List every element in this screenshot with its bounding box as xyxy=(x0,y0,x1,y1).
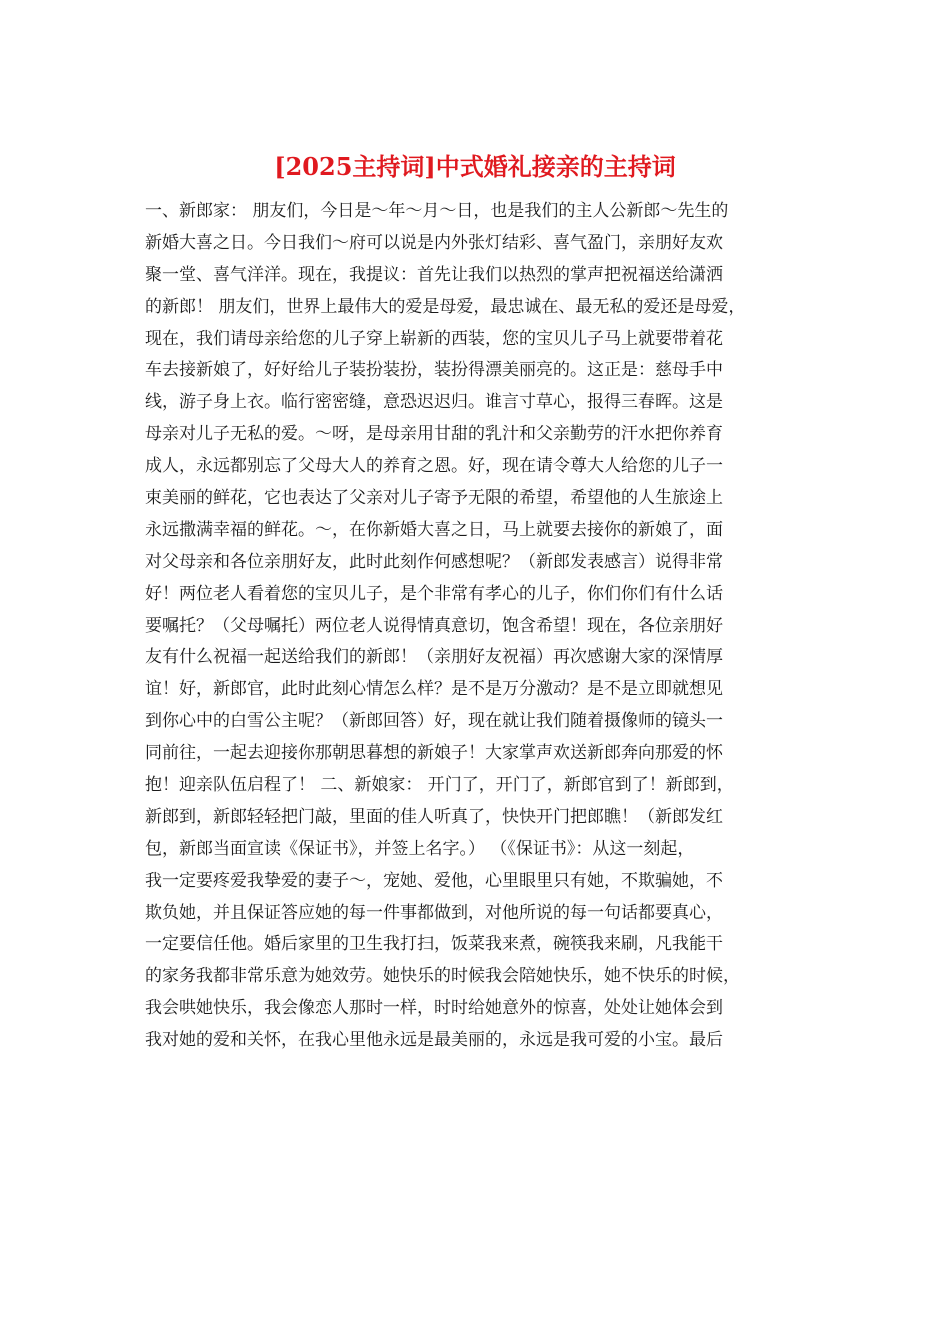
body-line: 包，新郎当面宣读《保证书》，并签上名字。） （《保证书》：从这一刻起， xyxy=(145,838,695,859)
document-title: [2025主持词]中式婚礼接亲的主持词 xyxy=(274,152,676,181)
body-line: 的新郎！ 朋友们，世界上最伟大的爱是母爱，最忠诚在、最无私的爱还是母爱， xyxy=(145,296,746,317)
body-line: 母亲对儿子无私的爱。～呀，是母亲用甘甜的乳汁和父亲勤劳的汗水把你养育 xyxy=(145,424,723,445)
body-line: 友有什么祝福一起送给我们的新郎！（亲朋好友祝福）再次感谢大家的深情厚 xyxy=(145,647,723,668)
body-line: 谊！好，新郎官，此时此刻心情怎么样？是不是万分激动？是不是立即就想见 xyxy=(145,679,723,700)
body-line: 聚一堂、喜气洋洋。现在，我提议：首先让我们以热烈的掌声把祝福送给潇洒 xyxy=(145,264,723,285)
body-line: 抱！迎亲队伍启程了！ 二、新娘家： 开门了，开门了，新郎官到了！新郎到， xyxy=(145,775,734,796)
body-line: 对父母亲和各位亲朋好友，此时此刻作何感想呢？（新郎发表感言）说得非常 xyxy=(145,551,723,572)
body-line: 新婚大喜之日。今日我们～府可以说是内外张灯结彩、喜气盈门，亲朋好友欢 xyxy=(145,232,723,253)
body-line: 到你心中的白雪公主呢？（新郎回答）好，现在就让我们随着摄像师的镜头一 xyxy=(145,711,723,732)
body-line: 我对她的爱和关怀，在我心里他永远是最美丽的，永远是我可爱的小宝。最后 xyxy=(145,1030,723,1051)
body-line: 的家务我都非常乐意为她效劳。她快乐的时候我会陪她快乐，她不快乐的时候， xyxy=(145,966,740,987)
body-line: 一定要信任他。婚后家里的卫生我打扫，饭菜我来煮，碗筷我来刷，凡我能干 xyxy=(145,934,723,955)
body-line: 一、新郎家： 朋友们，今日是～年～月～日，也是我们的主人公新郎～先生的 xyxy=(145,201,729,221)
document-body xyxy=(145,196,815,1057)
body-line: 我一定要疼爱我挚爱的妻子～，宠她、爱他，心里眼里只有她，不欺骗她，不 xyxy=(145,870,723,891)
body-line: 车去接新娘了，好好给儿子装扮装扮，装扮得漂美丽亮的。这正是：慈母手中 xyxy=(145,360,723,381)
body-line: 同前往，一起去迎接你那朝思暮想的新娘子！大家掌声欢送新郎奔向那爱的怀 xyxy=(145,743,723,764)
body-line: 我会哄她快乐，我会像恋人那时一样，时时给她意外的惊喜，处处让她体会到 xyxy=(145,998,723,1019)
body-line: 永远撒满幸福的鲜花。～，在你新婚大喜之日，马上就要去接你的新娘了，面 xyxy=(145,519,723,540)
body-line: 线，游子身上衣。临行密密缝，意恐迟迟归。谁言寸草心，报得三春晖。这是 xyxy=(145,392,723,413)
body-line: 成人，永远都别忘了父母大人的养育之恩。好，现在请令尊大人给您的儿子一 xyxy=(145,456,723,477)
body-line: 新郎到，新郎轻轻把门敲，里面的佳人听真了，快快开门把郎瞧！（新郎发红 xyxy=(145,806,723,827)
body-line: 束美丽的鲜花，它也表达了父亲对儿子寄予无限的希望，希望他的人生旅途上 xyxy=(145,488,723,509)
body-line: 现在，我们请母亲给您的儿子穿上崭新的西装，您的宝贝儿子马上就要带着花 xyxy=(145,328,723,349)
body-line: 好！两位老人看着您的宝贝儿子，是个非常有孝心的儿子，你们你们有什么话 xyxy=(145,583,723,604)
body-line: 要嘱托？（父母嘱托）两位老人说得情真意切，饱含希望！现在，各位亲朋好 xyxy=(145,615,723,636)
body-line: 欺负她，并且保证答应她的每一件事都做到，对他所说的每一句话都要真心， xyxy=(145,902,723,923)
